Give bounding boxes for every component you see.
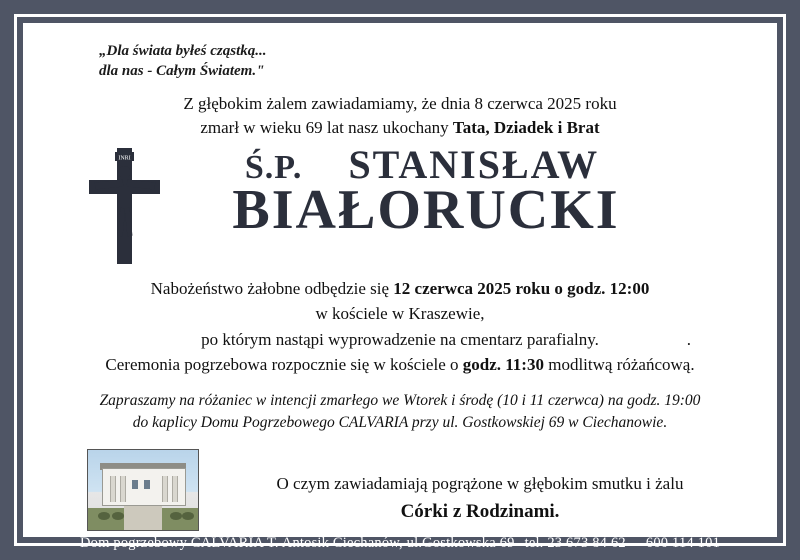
service-line-4-prefix: Ceremonia pogrzebowa rozpocznie się w kościele o xyxy=(105,355,463,375)
footer-phone-1: tel. 23 673 84 62 xyxy=(524,535,626,551)
photo-bush xyxy=(170,512,182,520)
notice-paper xyxy=(23,23,777,537)
rosary-invitation xyxy=(47,390,753,435)
honorific: Ś.P. xyxy=(244,148,303,186)
svg-text:INRI: INRI xyxy=(118,155,131,162)
service-datetime: 12 czerwca 2025 roku o godz. 12:00 xyxy=(393,278,650,298)
photo-column xyxy=(110,476,116,502)
announcement-relation: Tata, Dziadek i Brat xyxy=(452,117,600,137)
invitation-line-2: do kaplicy Domu Pogrzebowego CALVARIA przy ul. Gostkowskiej 69 w Ciechanowie. xyxy=(132,414,668,432)
closing-family: Córki z Rodzinami. xyxy=(400,501,560,523)
photo-window xyxy=(132,480,138,489)
bottom-area xyxy=(47,445,753,537)
photo-window xyxy=(144,480,150,489)
ceremony-time: godz. 11:30 xyxy=(462,355,544,375)
footer-phone-2: 600 114 101 xyxy=(645,535,721,551)
photo-column xyxy=(172,476,178,502)
first-name: STANISŁAW xyxy=(348,141,600,187)
announcement-line-2-prefix: zmarł w wieku 69 lat nasz ukochany xyxy=(200,117,453,137)
service-line-4-suffix: modlitwą różańcową. xyxy=(543,355,695,375)
photo-bush xyxy=(98,512,110,520)
announcement-line-2 xyxy=(47,116,753,140)
service-line-3-text: po którym nastąpi wyprowadzenie na cmentarz parafialny. xyxy=(201,329,599,349)
service-line-1 xyxy=(47,276,753,302)
service-line-1-prefix: Nabożeństwo żałobne odbędzie się xyxy=(150,278,394,298)
crucifix-icon xyxy=(81,140,173,268)
motto-line-2: dla nas - Całym Światem." xyxy=(99,63,265,80)
closing-line: O czym zawiadamiają pogrążone w głębokim smutku i żalu xyxy=(276,473,684,493)
decorative-frame xyxy=(14,14,786,546)
service-line-4 xyxy=(47,352,753,378)
photo-column xyxy=(162,476,168,502)
funeral-home-photo xyxy=(87,449,199,531)
photo-bush xyxy=(182,512,194,520)
announcement xyxy=(47,92,753,140)
motto xyxy=(99,41,753,82)
closing-statement xyxy=(217,471,743,527)
surname: BIAŁORUCKI xyxy=(232,178,620,241)
footer xyxy=(0,535,800,552)
photo-column xyxy=(120,476,126,502)
motto-line-1: „Dla świata byłeś cząstką... xyxy=(99,43,267,59)
deceased-name-block xyxy=(47,141,753,262)
footer-company: Dom pogrzebowy CALVARIA T. Antosik Ciechanów, ul.Gostkowska 69 xyxy=(79,535,515,551)
announcement-line-1: Z głębokim żalem zawiadamiamy, że dnia 8 czerwca 2025 roku xyxy=(183,93,617,113)
photo-bush xyxy=(112,512,124,520)
service-details xyxy=(47,276,753,378)
service-line-3 xyxy=(47,327,753,353)
stray-mark: . xyxy=(686,329,691,349)
photo-path xyxy=(124,506,162,530)
service-line-2: w kościele w Kraszewie, xyxy=(315,304,485,324)
invitation-line-1: Zapraszamy na różaniec w intencji zmarłego we Wtorek i środę (10 i 11 czerwca) na godz. 19:00 xyxy=(99,391,701,409)
